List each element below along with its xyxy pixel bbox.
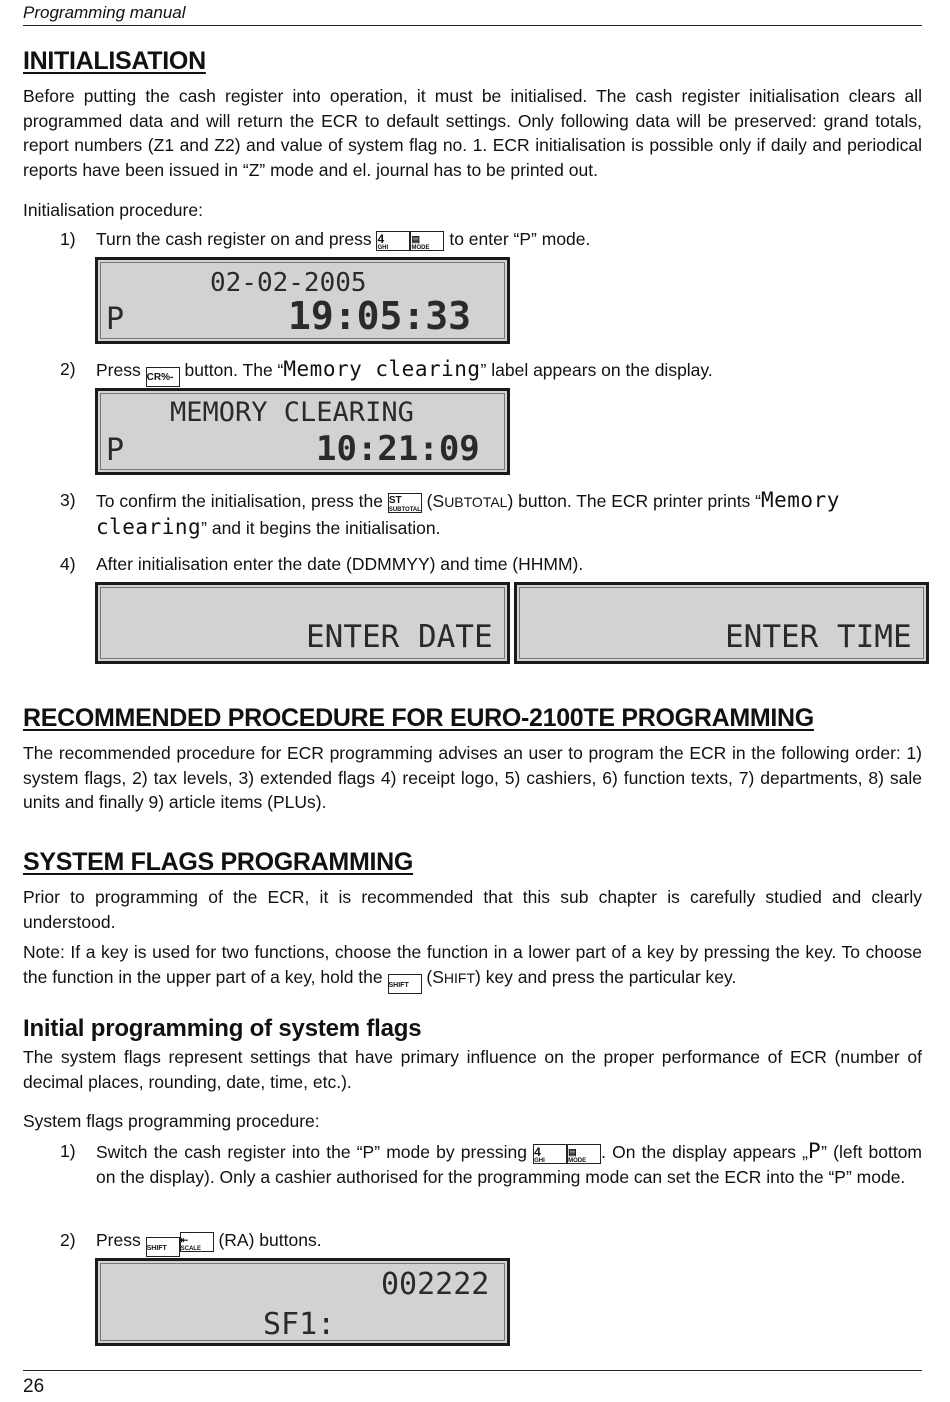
key-4-ghi-icon: 4 GHI (533, 1144, 567, 1164)
initialisation-intro: Before putting the cash register into operation, it must be initialised. The cash register initialisation clears all programmed data and will return the ECR to default settings. Only following data will be preserved: grand totals, report numbers (Z1 and Z2) and value of system flag no. 1. ECR initialisation is possible only if daily and periodical reports have been issued in “Z” mode and el. journal has to be printed out. (23, 86, 922, 180)
header-rule (23, 25, 922, 26)
lcd-display-system-flag: 002222 SF1: (95, 1258, 510, 1346)
key-shift-icon: SHIFT (146, 1237, 180, 1257)
lcd-display-enter-time: ENTER TIME (514, 582, 929, 664)
key-scale-icon: ⇤ SCALE (180, 1232, 214, 1252)
section-heading-initialisation: INITIALISATION (23, 47, 206, 75)
system-flags-procedure-label: System flags programming procedure: (23, 1111, 320, 1131)
lcd-display-memory-clearing: MEMORY CLEARING P 10:21:09 (95, 388, 510, 475)
key-mode-icon: ▤ MODE (567, 1144, 601, 1164)
key-subtotal-icon: ST SUBTOTAL (388, 495, 421, 513)
initialisation-procedure-label: Initialisation procedure: (23, 200, 203, 220)
footer-rule (23, 1370, 922, 1371)
key-cr-icon: CR%- (146, 367, 180, 387)
lcd-display-date-time: 02-02-2005 P 19:05:33 (95, 257, 510, 344)
recommended-text: The recommended procedure for ECR programming advises an user to program the ECR in the following order: 1) system flags, 2) tax levels, 3) extended flags 4) receipt logo, 5) cashiers, 6) function texts, 7) departments, 8) sale units and finally 9) article items (PLUs). (23, 743, 922, 812)
lcd-display-enter-date: ENTER DATE (95, 582, 510, 664)
system-flags-note: Note: If a key is used for two functions, choose the function in a lower part of a key by pressing the key. To choose the function in the upper part of a key, hold the SHIFT (SHIFT) key and press the particular key. (23, 940, 922, 994)
running-header: Programming manual (23, 3, 186, 22)
subsection-heading-initial-programming: Initial programming of system flags (23, 1015, 422, 1042)
key-4-ghi-icon: 4 GHI (376, 231, 410, 251)
section-heading-system-flags: SYSTEM FLAGS PROGRAMMING (23, 848, 414, 876)
system-flags-text: Prior to programming of the ECR, it is recommended that this sub chapter is carefully studied and clearly understood. (23, 887, 922, 932)
key-shift-icon: SHIFT (388, 974, 422, 994)
key-mode-icon: ▤ MODE (410, 231, 444, 251)
section-heading-recommended: RECOMMENDED PROCEDURE FOR EURO-2100TE PROGRAMMING (23, 704, 814, 732)
page-number: 26 (23, 1376, 45, 1397)
initial-programming-text: The system flags represent settings that have primary influence on the proper performance of ECR (number of decimal places, rounding, date, time, etc.). (23, 1047, 922, 1092)
